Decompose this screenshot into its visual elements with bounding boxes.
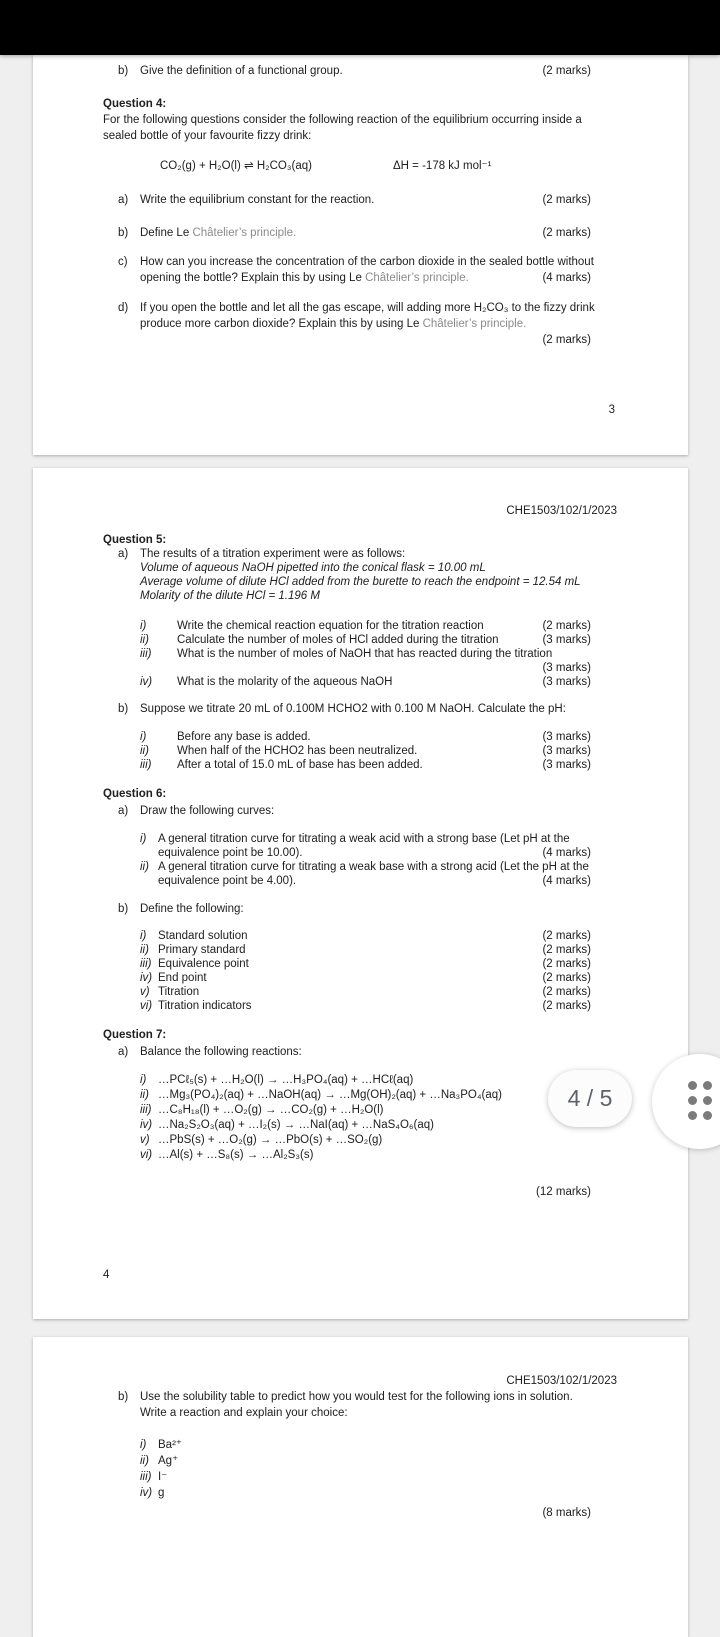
question-item: [103, 254, 594, 286]
reaction-text: …Al(s) + …S₈(s) → …Al₂S₃(s): [158, 1149, 314, 1161]
reaction-equation: [103, 1133, 591, 1148]
roman-label: i): [140, 833, 147, 845]
marks-label: (2 marks): [542, 65, 591, 77]
item-label-spacer: [118, 316, 140, 332]
item-label: a): [118, 194, 129, 206]
sub-question-continued: [103, 846, 591, 860]
enthalpy-value: ΔH = -178 kJ mol⁻¹: [393, 160, 492, 172]
reaction-equation: [103, 1103, 591, 1118]
question-intro: For the following questions consider the following reaction of the equilibrium occurring inside a: [103, 114, 582, 126]
roman-label: v): [140, 1134, 150, 1146]
sub-question-text: A general titration curve for titrating a weak base with a strong acid (Let the pH at the: [158, 861, 589, 873]
item-label: b): [118, 903, 129, 915]
dot: [688, 1096, 697, 1105]
reaction-equation: [103, 1118, 591, 1133]
question-item: [103, 192, 591, 208]
question-item: [103, 225, 591, 241]
roman-label: iii): [140, 1104, 152, 1116]
roman-label: ii): [140, 861, 149, 873]
status-bar: [0, 0, 720, 55]
roman-label: iv): [140, 1487, 153, 1499]
sub-question-text: equivalence point be 4.00).: [158, 875, 297, 887]
marks-label: (2 marks): [542, 1000, 591, 1012]
definition-text: Standard solution: [158, 930, 248, 942]
item-text-muted: Châtelier’s principle.: [422, 318, 527, 330]
roman-label: v): [140, 986, 150, 998]
item-label: a): [118, 805, 129, 817]
reaction-equation: [103, 1088, 591, 1103]
marks-label: (2 marks): [542, 194, 591, 206]
definition-text: Equivalence point: [158, 958, 249, 970]
item-text: [140, 316, 526, 332]
marks-label: (4 marks): [542, 875, 591, 887]
document-header: CHE1503/102/1/2023: [506, 505, 617, 517]
sub-question: [103, 675, 591, 689]
sub-question-continued: [103, 874, 591, 888]
question-title: Question 7:: [103, 1029, 167, 1041]
question-title: Question 6:: [103, 788, 167, 800]
item-text: Use the solubility table to predict how you would test for the following ions in solution.: [140, 1391, 573, 1403]
item-text: Write the equilibrium constant for the reaction.: [140, 194, 375, 206]
roman-label: i): [140, 731, 147, 743]
dot: [703, 1081, 712, 1090]
roman-label: iv): [140, 1119, 153, 1131]
roman-label: iii): [140, 1471, 152, 1483]
roman-label: iv): [140, 972, 153, 984]
item-label: b): [118, 703, 129, 715]
item-label: a): [118, 1046, 129, 1058]
marks-label: (3 marks): [542, 634, 591, 646]
sub-question: [103, 647, 591, 661]
question-item: [103, 1389, 591, 1421]
roman-label: ii): [140, 1455, 149, 1467]
marks-label: (3 marks): [542, 759, 591, 771]
reaction-text: …PCℓ₅(s) + …H₂O(l) → …H₃PO₄(aq) + …HCℓ(aq): [158, 1074, 414, 1086]
ion-item: [103, 1437, 591, 1453]
ion-text: Ba²⁺: [158, 1439, 182, 1451]
document-page-3: [33, 55, 688, 455]
sub-question-text: Before any base is added.: [177, 731, 311, 743]
sub-question-text: What is the number of moles of NaOH that has reacted during the titration: [177, 648, 553, 660]
dot: [688, 1111, 697, 1120]
question-item: [103, 804, 591, 818]
sub-question: [103, 633, 591, 647]
roman-label-spacer: [140, 874, 158, 888]
question-title: Question 4:: [103, 98, 167, 110]
document-page-4: [33, 468, 688, 1319]
reaction-text: …Na₂S₂O₃(aq) + …I₂(s) → …NaI(aq) + …NaS₄O₆(aq): [158, 1119, 434, 1131]
sub-question-text: equivalence point be 10.00).: [158, 847, 303, 859]
page-indicator-pill: [548, 1070, 632, 1127]
marks-label: (2 marks): [542, 958, 591, 970]
item-label: c): [118, 256, 128, 268]
definition-text: End point: [158, 972, 207, 984]
sub-question-text: A general titration curve for titrating a weak acid with a strong base (Let pH at the: [158, 833, 570, 845]
dot: [688, 1081, 697, 1090]
titration-data-line: Average volume of dilute HCl added from the burette to reach the endpoint = 12.54 mL: [140, 576, 581, 588]
reaction-equation: [103, 1073, 591, 1088]
roman-label: i): [140, 930, 147, 942]
sub-question-text: What is the molarity of the aqueous NaOH: [177, 676, 393, 688]
definition-text: Titration: [158, 986, 200, 998]
page-indicator-text: 4 / 5: [567, 1085, 613, 1111]
roman-label: i): [140, 620, 147, 632]
definition-item: [103, 971, 591, 985]
question-item: [103, 300, 595, 348]
marks-label: (2 marks): [542, 620, 591, 632]
item-text-part: Define Le: [140, 227, 193, 239]
marks-label: (2 marks): [542, 334, 591, 346]
question-item: [103, 902, 591, 916]
item-text: Suppose we titrate 20 mL of 0.100M HCHO2 with 0.100 M NaOH. Calculate the pH:: [140, 703, 566, 715]
reaction-text: …PbS(s) + …O₂(g) → …PbO(s) + …SO₂(g): [158, 1134, 383, 1146]
item-label: b): [118, 65, 129, 77]
question-intro: sealed bottle of your favourite fizzy drink:: [103, 130, 312, 142]
item-label: b): [118, 227, 129, 239]
reaction-text: …Mg₃(PO₄)₂(aq) + …NaOH(aq) → …Mg(OH)₂(aq) + …Na₃PO₄(aq): [158, 1089, 502, 1101]
item-text-part: opening the bottle? Explain this by using Le: [140, 272, 366, 284]
item-text: Write a reaction and explain your choice:: [140, 1407, 348, 1419]
sub-question-text: Calculate the number of moles of HCl added during the titration: [177, 634, 499, 646]
item-label: d): [118, 302, 129, 314]
item-text-muted: Châtelier’s principle.: [365, 272, 469, 284]
item-text: The results of a titration experiment were as follows:: [140, 548, 406, 560]
item-text: How can you increase the concentration of the carbon dioxide in the sealed bottle without: [140, 256, 594, 268]
ion-item: [103, 1485, 591, 1501]
item-label-spacer: [118, 270, 140, 286]
ion-text: g: [158, 1487, 165, 1499]
marks-label: (2 marks): [542, 227, 591, 239]
sub-question: [103, 619, 591, 633]
definition-item: [103, 929, 591, 943]
sub-question-text: After a total of 15.0 mL of base has been added.: [177, 759, 423, 771]
definition-item: [103, 943, 591, 957]
roman-label: vi): [140, 1000, 153, 1012]
titration-data-line: Molarity of the dilute HCl = 1.196 M: [140, 590, 320, 602]
chemical-equation: CO₂(g) + H₂O(l) ⇌ H₂CO₃(aq): [160, 160, 312, 172]
document-header: CHE1503/102/1/2023: [506, 1375, 617, 1387]
item-text: If you open the bottle and let all the gas escape, will adding more H₂CO₃ to the fizzy drink: [140, 302, 595, 314]
roman-label: ii): [140, 745, 149, 757]
roman-label: iii): [140, 648, 152, 660]
sub-question: [103, 832, 591, 846]
item-text: Balance the following reactions:: [140, 1046, 302, 1058]
definition-text: Primary standard: [158, 944, 246, 956]
definition-item: [103, 999, 591, 1013]
question-item: [103, 63, 591, 79]
sub-question: [103, 730, 591, 744]
document-page-5: [33, 1337, 688, 1637]
item-text: Give the definition of a functional group.: [140, 65, 343, 77]
item-label: a): [118, 548, 129, 560]
roman-label: iii): [140, 759, 152, 771]
roman-label: iii): [140, 958, 152, 970]
reaction-equation: [103, 1148, 591, 1163]
roman-label: iv): [140, 676, 153, 688]
sub-question: [103, 860, 591, 874]
grid-dots-icon: [688, 1081, 712, 1120]
titration-data-line: Volume of aqueous NaOH pipetted into the conical flask = 10.00 mL: [140, 562, 486, 574]
sub-question: [103, 744, 591, 758]
question-title: Question 5:: [103, 534, 167, 546]
item-text: [140, 225, 296, 241]
reaction-text: …C₈H₁₈(l) + …O₂(g) → …CO₂(g) + …H₂O(l): [158, 1104, 384, 1116]
marks-label: (3 marks): [542, 676, 591, 688]
sub-question-text: Write the chemical reaction equation for the titration reaction: [177, 620, 484, 632]
dot: [703, 1096, 712, 1105]
marks-label: (12 marks): [536, 1186, 591, 1198]
marks-label: (4 marks): [542, 272, 591, 284]
question-item: [103, 1045, 591, 1059]
marks-label: (8 marks): [542, 1507, 591, 1519]
dot: [703, 1111, 712, 1120]
marks-label: (3 marks): [542, 745, 591, 757]
roman-label: ii): [140, 634, 149, 646]
marks-label: (2 marks): [542, 986, 591, 998]
marks-label: (3 marks): [542, 662, 591, 674]
roman-label: i): [140, 1074, 147, 1086]
definition-item: [103, 985, 591, 999]
ion-text: Ag⁺: [158, 1455, 179, 1467]
item-text: [140, 270, 469, 286]
marks-label: (3 marks): [542, 731, 591, 743]
definition-text: Titration indicators: [158, 1000, 252, 1012]
roman-label-spacer: [140, 846, 158, 860]
item-label-spacer: [118, 1405, 140, 1421]
ion-text: I⁻: [158, 1471, 168, 1483]
page-number: 4: [103, 1269, 110, 1281]
marks-label: (2 marks): [542, 930, 591, 942]
sub-question: [103, 758, 591, 772]
sub-question-text: When half of the HCHO2 has been neutralized.: [177, 745, 418, 757]
roman-label: i): [140, 1439, 147, 1451]
page-number: 3: [608, 404, 615, 416]
question-item: [103, 547, 591, 561]
ion-item: [103, 1453, 591, 1469]
marks-label: (2 marks): [542, 944, 591, 956]
item-text: Define the following:: [140, 903, 244, 915]
roman-label: ii): [140, 944, 149, 956]
roman-label: vi): [140, 1149, 153, 1161]
chemical-equation-row: [103, 158, 591, 174]
ion-item: [103, 1469, 591, 1485]
item-text-muted: Châtelier’s principle.: [192, 227, 297, 239]
question-item: [103, 702, 591, 716]
item-text-part: produce more carbon dioxide? Explain this by using Le: [140, 318, 423, 330]
item-text: Draw the following curves:: [140, 805, 275, 817]
marks-label: (4 marks): [542, 847, 591, 859]
item-label: b): [118, 1391, 129, 1403]
roman-label: ii): [140, 1089, 149, 1101]
marks-label: (2 marks): [542, 972, 591, 984]
definition-item: [103, 957, 591, 971]
